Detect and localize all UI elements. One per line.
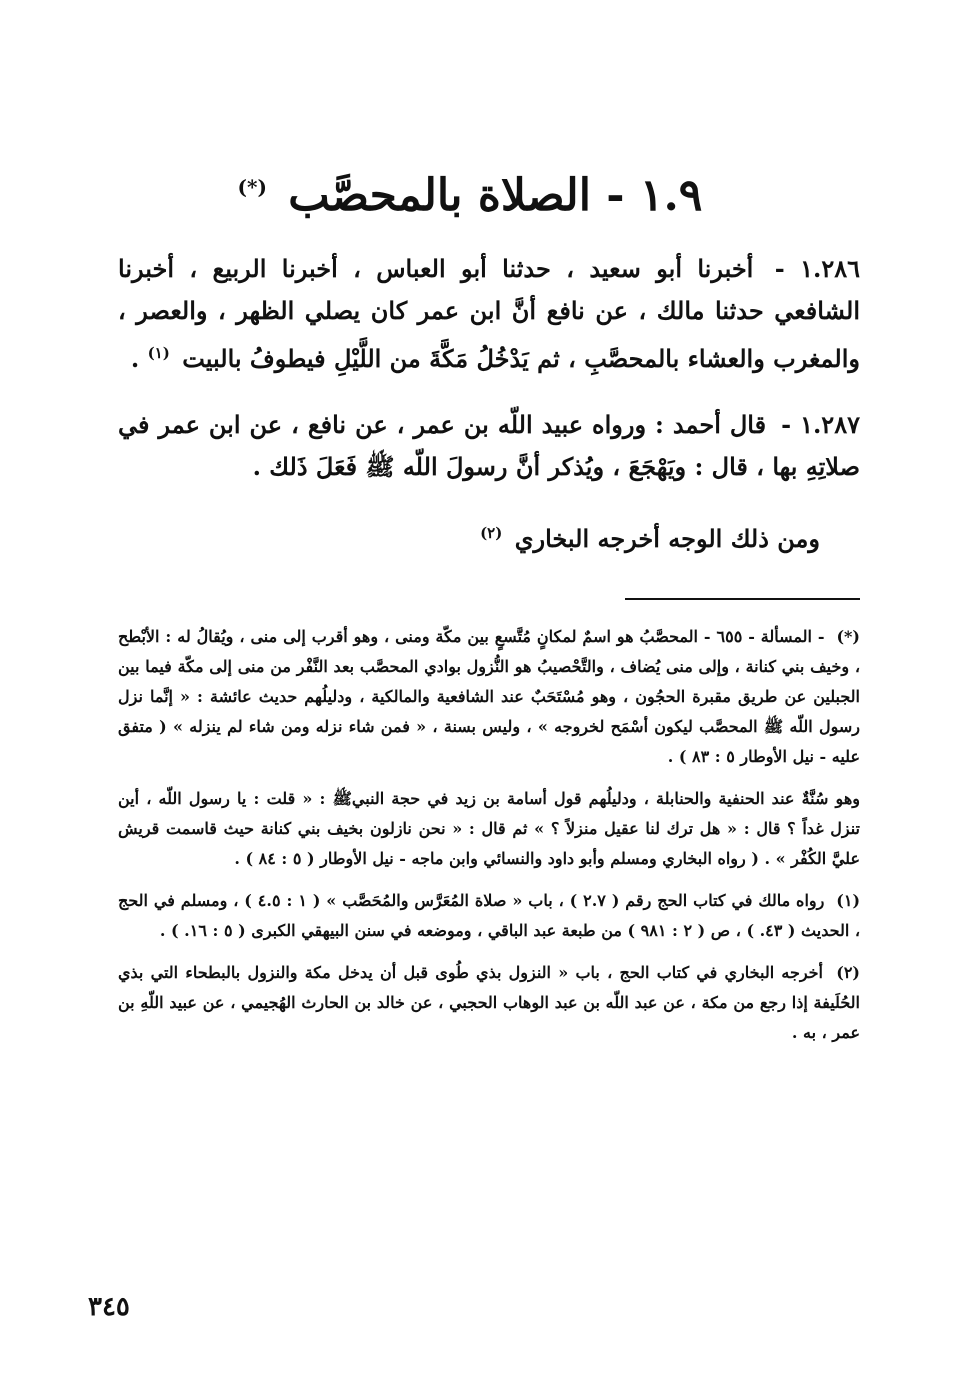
- hadith-number: ١.٢٨٦ -: [774, 254, 860, 283]
- footnote-marker: (٢): [836, 963, 860, 982]
- hadith-line: [118, 512, 860, 560]
- footnotes: [118, 622, 860, 1060]
- footnote-divider: [625, 598, 860, 600]
- footnote: [118, 886, 860, 946]
- hadith-number: ١.٢٨٧ -: [781, 410, 860, 439]
- footnote-reference: (١): [147, 344, 170, 362]
- hadith-tail: .: [130, 344, 140, 373]
- main-text: [118, 248, 860, 560]
- hadith-text: قال أحمد : ورواه عبيد اللّه بن عمر ، عن نافع ، عن ابن عمر في صلاتِهِ بها ، قال : ويَهْجَعَ ، ويُذكر أنَّ رسولَ اللّه ﷺ فَعَلَ ذَلك .: [118, 410, 860, 481]
- section-title-text: ١.٩ - الصلاة بالمحصَّب: [288, 170, 703, 221]
- section-title-footnote-mark: (*): [237, 175, 267, 200]
- footnote-text: وهو سُنَّةٌ عند الحنفية والحنابلة ، ودليلُهم قول أسامة بن زيد في حجة النبيﷺ : « قلت : يا رسول اللّه ، أين تنزل غداً ؟ قال : « هل ترك لنا عقيل منزلاً ؟ » ثم قال : « نحن نازلون بخيف بني كنانة حيث قاسمت قريش عليَّ الكُفْر » . ( رواه البخاري ومسلم وأبو داود والنسائي وابن ماجه - نيل الأوطار ( ٥ : ٨٤ ) .: [118, 789, 860, 868]
- footnote-marker: (١): [836, 891, 861, 910]
- footnote: [118, 622, 860, 772]
- hadith-text: أخبرنا أبو سعيد ، حدثنا أبو العباس ، أخبرنا الربيع ، أخبرنا الشافعي حدثنا مالك ، عن نافع أنَّ ابن عمر كان يصلي الظهر ، والعصر ، والمغرب والعشاء بالمحصَّبِ ، ثم يَدْخُلُ مَكَّةَ من اللَّيْلِ فيطوفُ بالبيت: [118, 254, 860, 373]
- footnote: [118, 784, 860, 874]
- footnote: [118, 958, 860, 1048]
- page-number: ٣٤٥: [88, 1292, 130, 1322]
- footnote-text: رواه مالك في كتاب الحج رقم ( ٢.٧ ) ، باب « صلاة المُعَرَّس والمُحَصَّب » ( ١ : ٤.٥ ) ، ومسلم في الحج ، الحديث ( ٤٣. ) ، ص ( ٢ : ٩٨١ ) من طبعة عبد الباقي ، وموضعه في سنن البيهقي الكبرى ( ٥ : ١٦. ) .: [118, 891, 860, 940]
- footnote-text: أخرجه البخاري في كتاب الحج ، باب « النزول بذي طُوى قبل أن يدخل مكة والنزول بالبطحاء التي بذي الحُلَيفة إذا رجع من مكة ، عن عبد اللّه بن عبد الوهاب الحجبي ، عن خالد بن الحارث الهُجيمي ، عن عبيد اللّهِ بن عمر ، به .: [118, 963, 860, 1042]
- footnote-marker: (*): [836, 627, 860, 646]
- section-title: [120, 170, 820, 223]
- hadith-text: ومن ذلك الوجه أخرجه البخاري: [514, 524, 820, 553]
- footnote-text: - المسألة - ٦٥٥ - المحصَّبُ هو اسمٌ لمكانٍ مُتَّسعٍ بين مكّة ومنى ، وهو أقرب إلى منى ، ويُقالُ له : الأبْطح ، وخيف بني كنانة ، وإلى منى يُضاف ، والتَّحْصيبُ هو النُّزول بوادي المحصَّب بعد النَّفْر من منى إلى مكّة فيما بين الجبلين عن طريق مقبرة الحجُون ، وهو مُسْتَحَبٌ عند الشافعية والمالكية ، ودليلُهم حديث عائشة : « إنَّما نزل رسول اللّه ﷺ المحصَّب ليكون أسْمَح لخروجه » ، وليس بسنة ، « فمن شاء نزله ومن شاء لم ينزله » ( متفق عليه - نيل الأوطار ٥ : ٨٣ ) .: [118, 627, 860, 766]
- hadith-paragraph: [118, 248, 860, 380]
- footnote-reference: (٢): [480, 524, 503, 542]
- hadith-paragraph: [118, 512, 860, 560]
- hadith-paragraph: [118, 404, 860, 488]
